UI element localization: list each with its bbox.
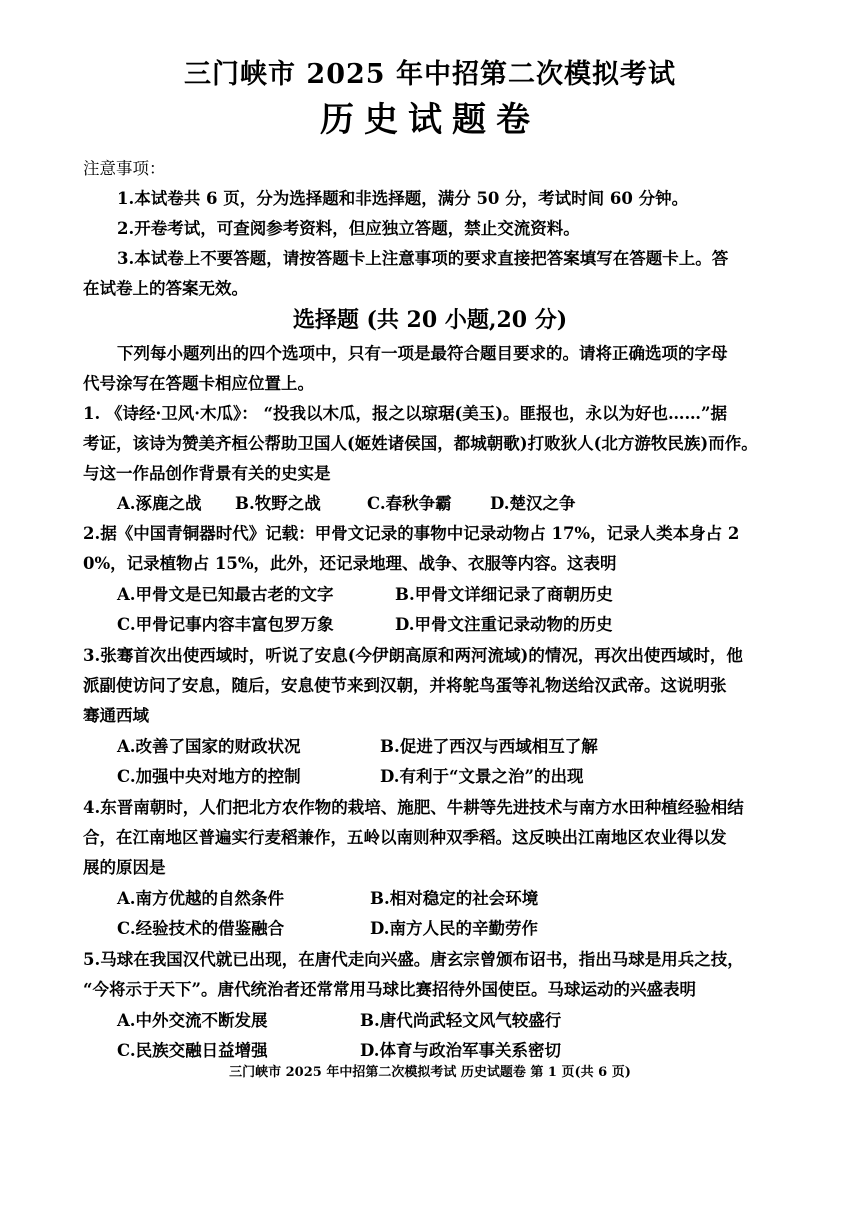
question-4-option-a: A.南方优越的自然条件 — [117, 889, 285, 908]
question-3-line-2: 派副使访问了安息，随后，安息使节来到汉朝，并将鸵鸟蛋等礼物送给汉武帝。这说明张 — [83, 676, 727, 695]
question-5-option-d: D.体育与政治军事关系密切 — [360, 1041, 561, 1060]
question-5-option-a: A.中外交流不断发展 — [117, 1011, 268, 1030]
question-3-option-c: C.加强中央对地方的控制 — [117, 767, 301, 786]
question-4-line-2: 合，在江南地区普遍实行麦稻兼作，五岭以南则种双季稻。这反映出江南地区农业得以发 — [83, 828, 727, 847]
exam-title: 三门峡市 2025 年中招第二次模拟考试 — [184, 59, 676, 90]
question-4-option-d: D.南方人民的辛勤劳作 — [370, 919, 538, 938]
question-5-option-c: C.民族交融日益增强 — [117, 1041, 268, 1060]
question-4-line-3: 展的原因是 — [83, 858, 166, 877]
question-2-option-b: B.甲骨文详细记录了商朝历史 — [395, 585, 613, 604]
section-intro-b: 代号涂写在答题卡相应位置上。 — [83, 374, 314, 393]
exam-subtitle: 历史试题卷 — [320, 100, 540, 140]
question-3-option-b: B.促进了西汉与西域相互了解 — [380, 737, 598, 756]
question-1-line-1: 1. 《诗经·卫风·木瓜》： “投我以木瓜，报之以琼琚(美玉)。匪报也，永以为好也……”据 — [83, 404, 728, 423]
question-1-line-2: 考证，该诗为赞美齐桓公帮助卫国人(姬姓诸侯国，都城朝歌)打败狄人(北方游牧民族)而作。 — [83, 434, 758, 453]
question-5-line-2: “今将示于天下”。唐代统治者还常常用马球比赛招待外国使臣。马球运动的兴盛表明 — [83, 980, 696, 999]
question-5-option-b: B.唐代尚武轻文风气较盛行 — [360, 1011, 562, 1030]
question-4-option-c: C.经验技术的借鉴融合 — [117, 919, 285, 938]
question-2-option-c: C.甲骨记事内容丰富包罗万象 — [117, 615, 334, 634]
notice-item-3a: 3.本试卷上不要答题，请按答题卡上注意事项的要求直接把答案填写在答题卡上。答 — [117, 249, 729, 268]
question-1-line-3: 与这一作品创作背景有关的史实是 — [83, 464, 331, 483]
notice-heading: 注意事项： — [83, 159, 166, 178]
question-4-option-b: B.相对稳定的社会环境 — [370, 889, 539, 908]
question-4-line-1: 4.东晋南朝时，人们把北方农作物的栽培、施肥、牛耕等先进技术与南方水田种植经验相结 — [83, 798, 744, 817]
question-3-line-3: 骞通西域 — [83, 706, 149, 725]
question-5-line-1: 5.马球在我国汉代就已出现，在唐代走向兴盛。唐玄宗曾颁布诏书，指出马球是用兵之技， — [83, 950, 744, 969]
question-3-option-a: A.改善了国家的财政状况 — [117, 737, 301, 756]
notice-item-1: 1.本试卷共 6 页，分为选择题和非选择题，满分 50 分，考试时间 60 分钟。 — [117, 189, 689, 208]
question-2-option-a: A.甲骨文是已知最古老的文字 — [117, 585, 334, 604]
question-1-option-d: D.楚汉之争 — [490, 494, 576, 513]
page-footer: 三门峡市 2025 年中招第二次模拟考试 历史试题卷 第 1 页(共 6 页) — [229, 1065, 631, 1080]
question-2-line-1: 2.据《中国青铜器时代》记载：甲骨文记录的事物中记录动物占 17%，记录人类本身占 2 — [83, 524, 740, 543]
notice-item-3b: 在试卷上的答案无效。 — [83, 279, 248, 298]
notice-item-2: 2.开卷考试，可查阅参考资料，但应独立答题，禁止交流资料。 — [117, 219, 580, 238]
question-2-line-2: 0%，记录植物占 15%，此外，还记录地理、战争、衣服等内容。这表明 — [83, 554, 617, 573]
question-3-line-1: 3.张骞首次出使西域时，听说了安息(今伊朗高原和两河流域)的情况，再次出使西域时，他 — [83, 646, 743, 665]
question-1-option-b: B.牧野之战 — [235, 494, 321, 513]
question-2-option-d: D.甲骨文注重记录动物的历史 — [395, 615, 613, 634]
question-1-option-c: C.春秋争霸 — [367, 494, 452, 513]
question-1-option-a: A.涿鹿之战 — [117, 494, 202, 513]
section-title: 选择题 (共 20 小题,20 分) — [292, 307, 568, 333]
section-intro-a: 下列每小题列出的四个选项中，只有一项是最符合题目要求的。请将正确选项的字母 — [117, 344, 728, 363]
question-3-option-d: D.有利于“文景之治”的出现 — [380, 767, 584, 786]
